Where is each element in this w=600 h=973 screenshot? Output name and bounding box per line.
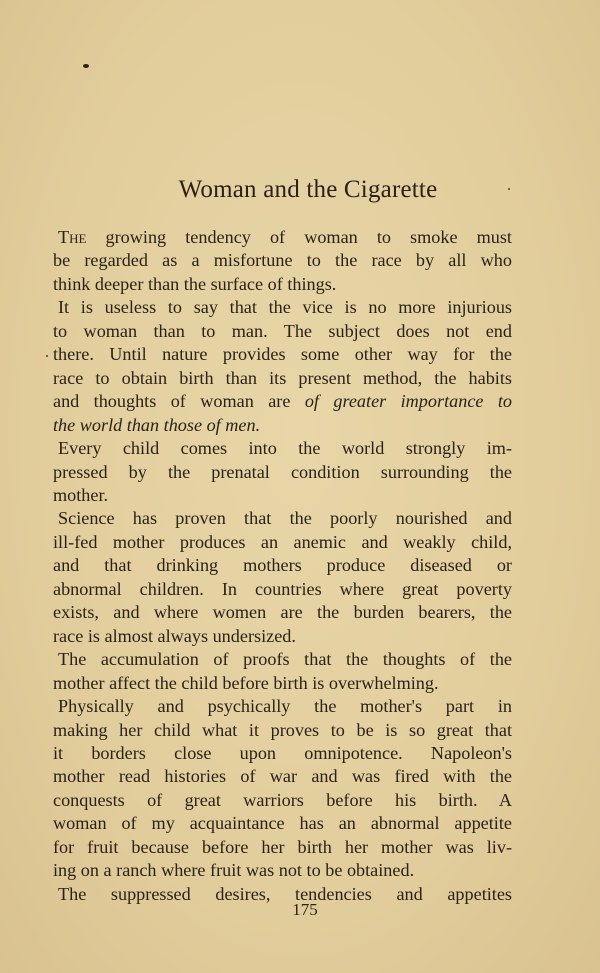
text-line: conquests of great warriors before his birth. A [53,789,512,810]
text-line: for fruit because before her birth her mother was liv- [53,836,512,857]
text-line: think deeper than the surface of things. [53,273,337,294]
text-line: Science has proven that the poorly nourished and [58,508,512,529]
emphasis: the world than those of men. [53,414,261,435]
paragraph [53,695,512,883]
text-line: race is almost always undersized. [53,625,296,646]
text-line: mother. [53,484,109,505]
text-line: it borders close upon omnipotence. Napoleon's [53,742,512,763]
emphasis: of greater importance to [304,391,513,412]
text-line: The growing tendency of woman to smoke must [58,227,512,247]
text-line: be regarded as a misfortune to the race by all who [53,250,512,271]
text-line: mother affect the child before birth is overwhelming. [53,672,439,693]
page-number: 175 [292,900,318,919]
text-line: race to obtain birth than its present method, the habits [53,367,512,388]
text-line: and that drinking mothers produce diseased or [53,555,512,576]
text-line: ill-fed mother produces an anemic and weakly child, [53,531,512,552]
text-line: to woman than to man. The subject does not end [53,320,512,341]
text-line: there. Until nature provides some other way for the [53,344,512,365]
text-line: woman of my acquaintance has an abnormal appetite [53,813,512,834]
paragraph [53,437,512,507]
text-line: mother read histories of war and was fired with the [53,766,512,787]
text-line [53,414,512,437]
text-line: The accumulation of proofs that the thoughts of the [58,649,512,670]
speck [46,355,48,357]
paragraph [53,648,512,695]
text-line: pressed by the prenatal condition surrounding the [53,461,512,482]
text-line: ing on a ranch where fruit was not to be obtained. [53,860,415,881]
body-text [53,226,512,906]
small-caps-lead: The [58,227,87,247]
text-line: and thoughts of woman are of greater importance to [53,391,513,412]
text-line: Physically and psychically the mother's part in [58,696,512,717]
text-line: It is useless to say that the vice is no more injurious [58,297,512,318]
text-line: abnormal children. In countries where great poverty [53,578,512,599]
text-line: Every child comes into the world strongly im- [58,438,512,459]
paragraph [53,507,512,648]
paragraph [53,226,512,296]
text-line: exists, and where women are the burden bearers, the [53,602,512,623]
chapter-title: Woman and the Cigarette [178,176,438,203]
text-line: making her child what it proves to be is so great that [53,719,512,740]
text-line: The suppressed desires, tendencies and appetites [58,883,512,904]
paragraph [53,296,512,437]
ink-blot [83,64,89,68]
